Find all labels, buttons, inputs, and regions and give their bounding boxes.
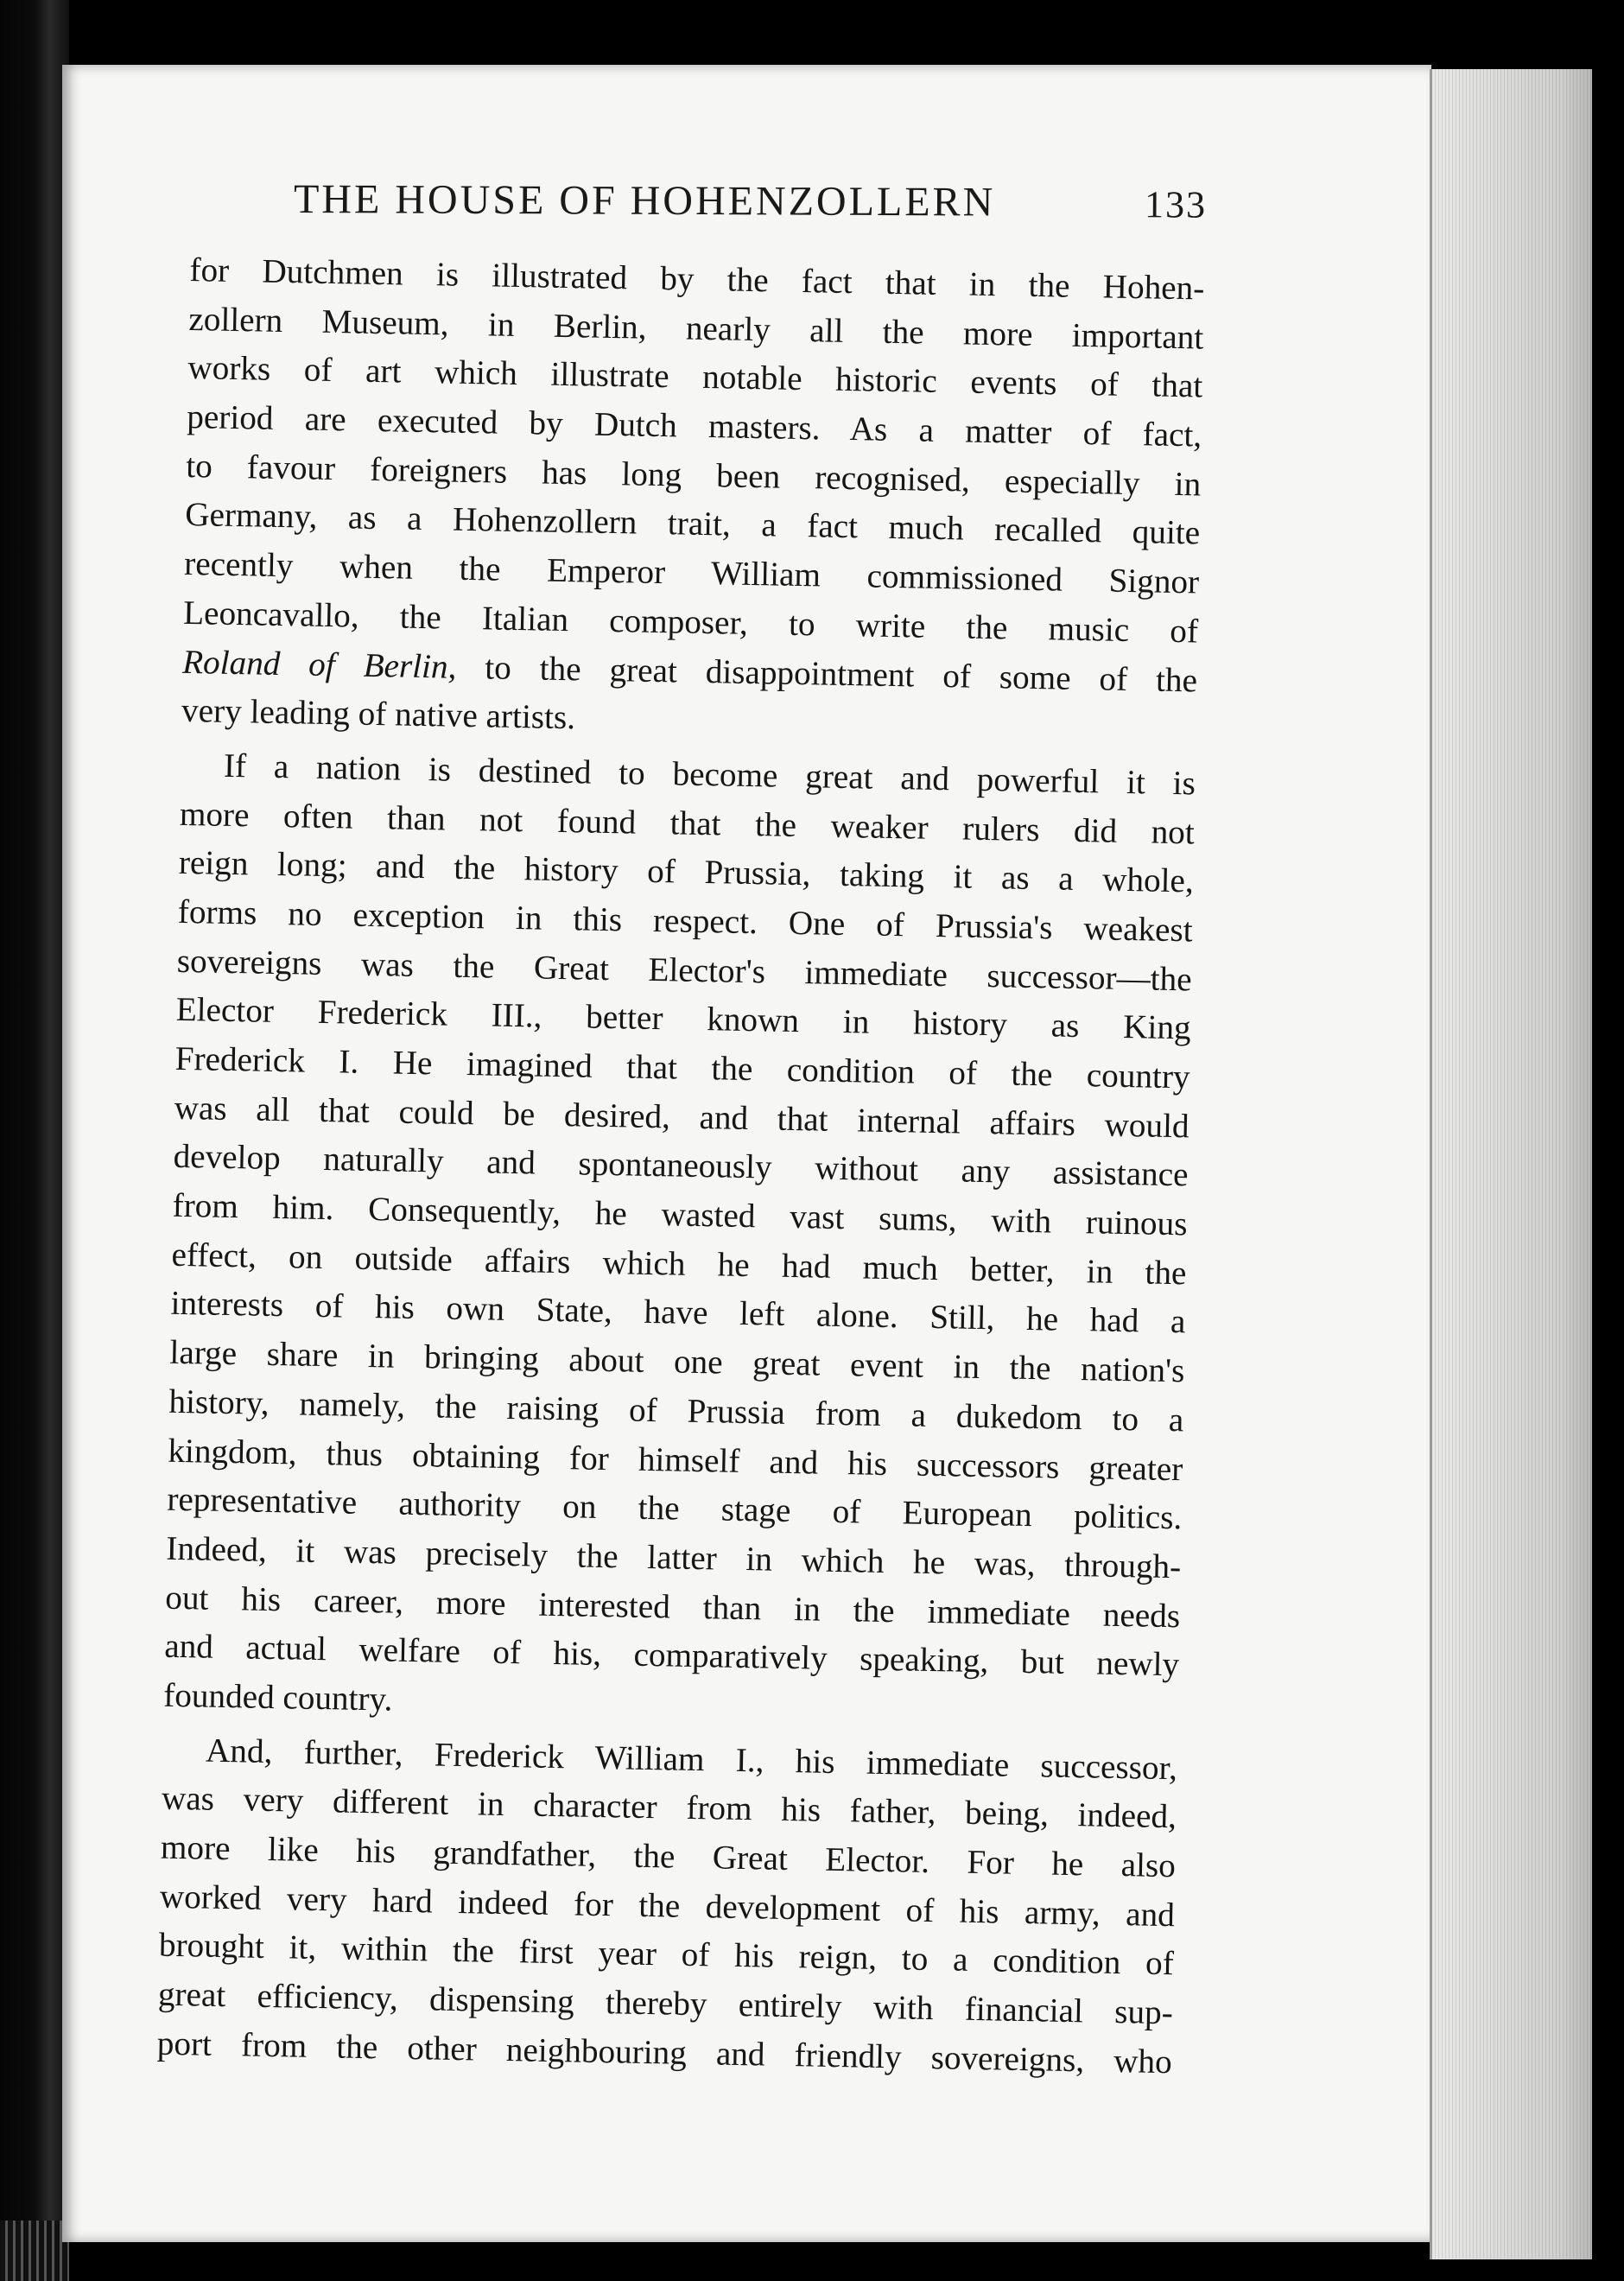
text-line: Leoncavallo, the Italian composer, to write the music of: [182, 594, 1199, 651]
text-line: large share in bringing about one great event in the nation's: [169, 1333, 1185, 1390]
text-line: very leading of native artists.: [181, 692, 576, 737]
text-line: representative authority on the stage of European politics.: [167, 1480, 1183, 1537]
text-line: effect, on outside affairs which he had much better, in the: [171, 1236, 1187, 1293]
text-line: And, further, Frederick William I., his immediate successor,: [205, 1731, 1178, 1787]
paragraph-3: [156, 1725, 1177, 2087]
text-line: Germany, as a Hohenzollern trait, a fact much recalled quite: [184, 496, 1201, 552]
running-head: THE HOUSE OF HOHENZOLLERN: [293, 176, 996, 226]
italic-book-title: Roland of Berlin,: [181, 643, 457, 686]
text-line: to favour foreigners has long been recognised, especially in: [185, 447, 1202, 504]
text-line: works of art which illustrate notable historic events of that: [187, 349, 1203, 405]
text-line: more often than not found that the weaker rulers did not: [179, 795, 1196, 851]
text-line: forms no exception in this respect. One of Prussia's weakest: [177, 893, 1194, 950]
binding-stitching: [0, 2221, 69, 2281]
text-line: recently when the Emperor William commissioned Signor: [183, 545, 1200, 601]
text-line: Frederick I. He imagined that the condition of the country: [174, 1039, 1190, 1096]
binding-edge: [0, 0, 69, 2281]
page-body: [156, 246, 1204, 2087]
text-line: was very different in character from his father, being, indeed,: [161, 1780, 1177, 1836]
text-line: period are executed by Dutch masters. As a matter of fact,: [186, 398, 1202, 454]
text-line: brought it, within the first year of his reign, to a condition of: [158, 1927, 1175, 1983]
text-line: founded country.: [162, 1676, 393, 1719]
text-line: If a nation is destined to become great and powerful it is: [223, 747, 1196, 803]
paragraph-2: [163, 741, 1196, 1739]
text-line: was all that could be desired, and that internal affairs would: [174, 1089, 1189, 1146]
text-line: great efficiency, dispensing thereby entirely with financial sup-: [157, 1975, 1174, 2032]
text-line: from him. Consequently, he wasted vast sums, with ruinous: [172, 1186, 1188, 1243]
text-line: history, namely, the raising of Prussia from a dukedom to a: [168, 1382, 1184, 1439]
text-line: Indeed, it was precisely the latter in which he was, through-: [165, 1529, 1182, 1586]
text-line: Elector Frederick III., better known in history as King: [175, 991, 1192, 1047]
text-line: zollern Museum, in Berlin, nearly all the more important: [188, 300, 1204, 357]
page-header: [294, 175, 1227, 240]
page-block-edge: [1430, 69, 1592, 2259]
text-line: out his career, more interested than in the immediate needs: [164, 1579, 1181, 1635]
paragraph-1: [181, 246, 1205, 754]
text-line-rest: to the great disappointment of some of the: [484, 648, 1198, 699]
text-line: kingdom, thus obtaining for himself and his successors greater: [168, 1432, 1183, 1488]
text-line: more like his grandfather, the Great Elector. For he also: [160, 1828, 1177, 1885]
page-number: 133: [1144, 183, 1208, 226]
text-line: worked very hard indeed for the development of his army, and: [159, 1878, 1176, 1934]
text-line: reign long; and the history of Prussia, taking it as a whole,: [178, 844, 1195, 900]
text-line: for Dutchmen is illustrated by the fact that in the Hohen-: [189, 251, 1205, 308]
text-line: sovereigns was the Great Elector's immediate successor—the: [176, 942, 1193, 999]
text-line: interests of his own State, have left alone. Still, he had a: [170, 1285, 1186, 1341]
text-line: develop naturally and spontaneously without any assistance: [173, 1138, 1189, 1194]
text-line: and actual welfare of his, comparatively speaking, but newly: [163, 1627, 1180, 1684]
text-line: port from the other neighbouring and friendly sovereigns, who: [156, 2024, 1173, 2081]
